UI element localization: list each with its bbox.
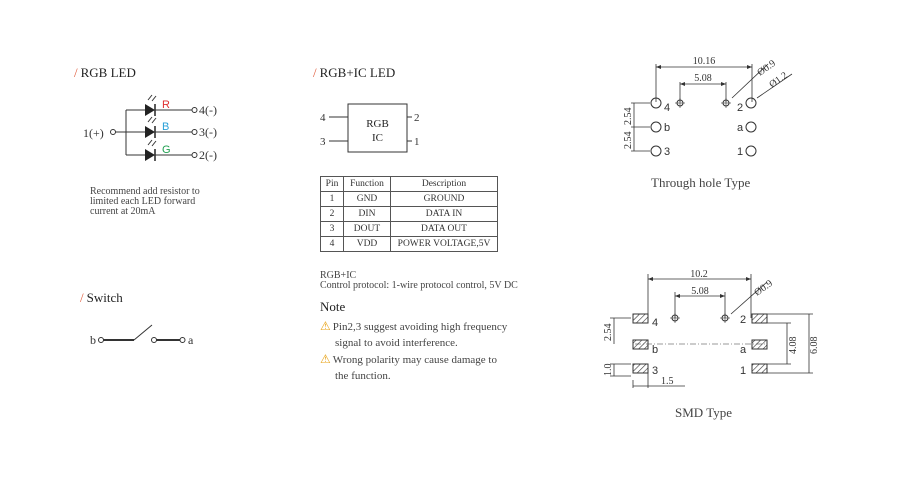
dim-hole-large: Ø1.2 bbox=[767, 70, 790, 91]
description-cell: GROUND bbox=[391, 192, 498, 207]
smd-pin-label: a bbox=[740, 344, 747, 356]
switch-terminal-b bbox=[99, 338, 104, 343]
led-g-pin: 2(-) bbox=[199, 148, 217, 162]
switch-terminal-a bbox=[180, 338, 185, 343]
smd-dim-left-pitch: 2.54 bbox=[603, 323, 614, 341]
warning-triangle-icon: ⚠ bbox=[320, 319, 331, 333]
switch-schematic bbox=[84, 320, 214, 354]
function-cell: GND bbox=[344, 192, 391, 207]
protocol-line2: Control protocol: 1-wire protocol control, 5V DC bbox=[320, 280, 518, 291]
rgb-led-note bbox=[90, 187, 200, 217]
led-r-letter: R bbox=[162, 99, 170, 111]
rgb-led-schematic bbox=[70, 92, 240, 170]
ic-pin-bottom-left: 3 bbox=[320, 136, 326, 148]
note-line: Pin2,3 suggest avoiding high frequency bbox=[332, 321, 508, 333]
smd-pin-label: 1 bbox=[740, 365, 747, 377]
th-pin-label: 3 bbox=[664, 146, 671, 158]
description-cell: DATA IN bbox=[391, 207, 498, 222]
pin-table-header bbox=[321, 177, 498, 192]
pin-cell: 2 bbox=[321, 207, 344, 222]
note-line: the function. bbox=[335, 370, 391, 382]
rgb-led-title bbox=[74, 65, 136, 81]
smd-dim-hole: Ø0.9 bbox=[752, 278, 775, 299]
description-cell: POWER VOLTAGE,5V bbox=[391, 237, 498, 252]
rgb-ic-led-title bbox=[313, 65, 395, 81]
title-slash: / bbox=[80, 290, 84, 305]
pin-table bbox=[320, 176, 498, 252]
note-title: Note bbox=[320, 299, 346, 314]
dim-inner: 5.08 bbox=[694, 73, 712, 84]
smd-dim-pad-width: 1.5 bbox=[661, 376, 674, 387]
smd-pin-label: 3 bbox=[652, 365, 659, 377]
note-line: Wrong polarity may cause damage to bbox=[332, 354, 497, 366]
smd-pin-label: 4 bbox=[652, 317, 659, 329]
pin-cell: 4 bbox=[321, 237, 344, 252]
hole-pin-a bbox=[746, 122, 756, 132]
th-pin-label: 1 bbox=[737, 146, 744, 158]
table-row bbox=[321, 207, 498, 222]
smd-dim-pad-height: 1.0 bbox=[603, 363, 614, 376]
switch-lever bbox=[134, 325, 152, 340]
rgb-led-note-line: current at 20mA bbox=[90, 206, 156, 217]
dim-width: 10.16 bbox=[692, 56, 716, 67]
function-cell: VDD bbox=[344, 237, 391, 252]
smd-dim-right-outer: 6.08 bbox=[809, 336, 820, 354]
th-pin-label: a bbox=[737, 122, 744, 134]
ic-label-line2: IC bbox=[372, 132, 383, 144]
ic-pin-top-right: 2 bbox=[414, 112, 420, 124]
rgb-led-title-text: RGB LED bbox=[80, 65, 136, 80]
hole-pin-2 bbox=[746, 98, 756, 108]
hole-pin-1 bbox=[746, 146, 756, 156]
note-item bbox=[320, 318, 507, 335]
ic-pin-top-left: 4 bbox=[320, 112, 326, 124]
title-slash: / bbox=[74, 65, 78, 80]
function-cell: DOUT bbox=[344, 222, 391, 237]
led-b-pin: 3(-) bbox=[199, 125, 217, 139]
hole-pin-3 bbox=[651, 146, 661, 156]
rgb-led-input-terminal bbox=[111, 130, 116, 135]
warning-triangle-icon: ⚠ bbox=[320, 352, 331, 366]
title-slash: / bbox=[313, 65, 317, 80]
switch-title-text: Switch bbox=[86, 290, 123, 305]
switch-left-label: b bbox=[90, 333, 96, 347]
table-row bbox=[321, 222, 498, 237]
smd-pad-left bbox=[633, 314, 648, 373]
ic-pin-bottom-right: 1 bbox=[414, 136, 420, 148]
pin-table-header-cell: Description bbox=[391, 177, 498, 192]
pin-table-header-cell: Pin bbox=[321, 177, 344, 192]
rgb-ic-led-title-text: RGB+IC LED bbox=[319, 65, 396, 80]
note-item bbox=[320, 351, 507, 368]
function-cell: DIN bbox=[344, 207, 391, 222]
note-list bbox=[320, 318, 507, 384]
pin-table-header-cell: Function bbox=[344, 177, 391, 192]
switch-right-label: a bbox=[188, 333, 194, 347]
rgb-led-note-line: Recommend add resistor to bbox=[90, 186, 200, 197]
th-pin-label: 2 bbox=[737, 102, 744, 114]
note-line: signal to avoid interference. bbox=[335, 337, 458, 349]
smd-pin-label: b bbox=[652, 344, 659, 356]
protocol-line1: RGB+IC bbox=[320, 270, 357, 281]
hole-pin-b bbox=[651, 122, 661, 132]
dim-pitch-bottom: 2.54 bbox=[623, 131, 634, 149]
rgb-led-input-label: 1(+) bbox=[83, 126, 104, 140]
led-r-pin: 4(-) bbox=[199, 103, 217, 117]
through-hole-caption: Through hole Type bbox=[651, 175, 751, 190]
protocol-text bbox=[320, 271, 518, 291]
th-pin-label: b bbox=[664, 122, 671, 134]
smd-footprint bbox=[595, 262, 820, 400]
rgb-ic-package bbox=[315, 100, 435, 158]
pin-cell: 1 bbox=[321, 192, 344, 207]
rgb-led-note-line: limited each LED forward bbox=[90, 196, 196, 207]
description-cell: DATA OUT bbox=[391, 222, 498, 237]
dim-hole-small: Ø0.9 bbox=[755, 58, 778, 79]
switch-title bbox=[80, 290, 123, 306]
pin-cell: 3 bbox=[321, 222, 344, 237]
led-b-letter: B bbox=[162, 121, 170, 133]
switch-contact bbox=[152, 338, 157, 343]
table-row bbox=[321, 237, 498, 252]
led-g-letter: G bbox=[162, 144, 171, 156]
th-pin-label: 4 bbox=[664, 102, 671, 114]
smd-dim-inner: 5.08 bbox=[691, 286, 709, 297]
dim-pitch-top: 2.54 bbox=[623, 107, 634, 125]
smd-dim-right-inner: 4.08 bbox=[788, 336, 799, 354]
ic-label-line1: RGB bbox=[366, 118, 389, 130]
smd-pad-right bbox=[752, 314, 767, 373]
smd-caption: SMD Type bbox=[675, 405, 732, 420]
through-hole-footprint bbox=[620, 50, 800, 170]
smd-pin-label: 2 bbox=[740, 314, 747, 326]
smd-dim-width: 10.2 bbox=[690, 269, 708, 280]
table-row bbox=[321, 192, 498, 207]
